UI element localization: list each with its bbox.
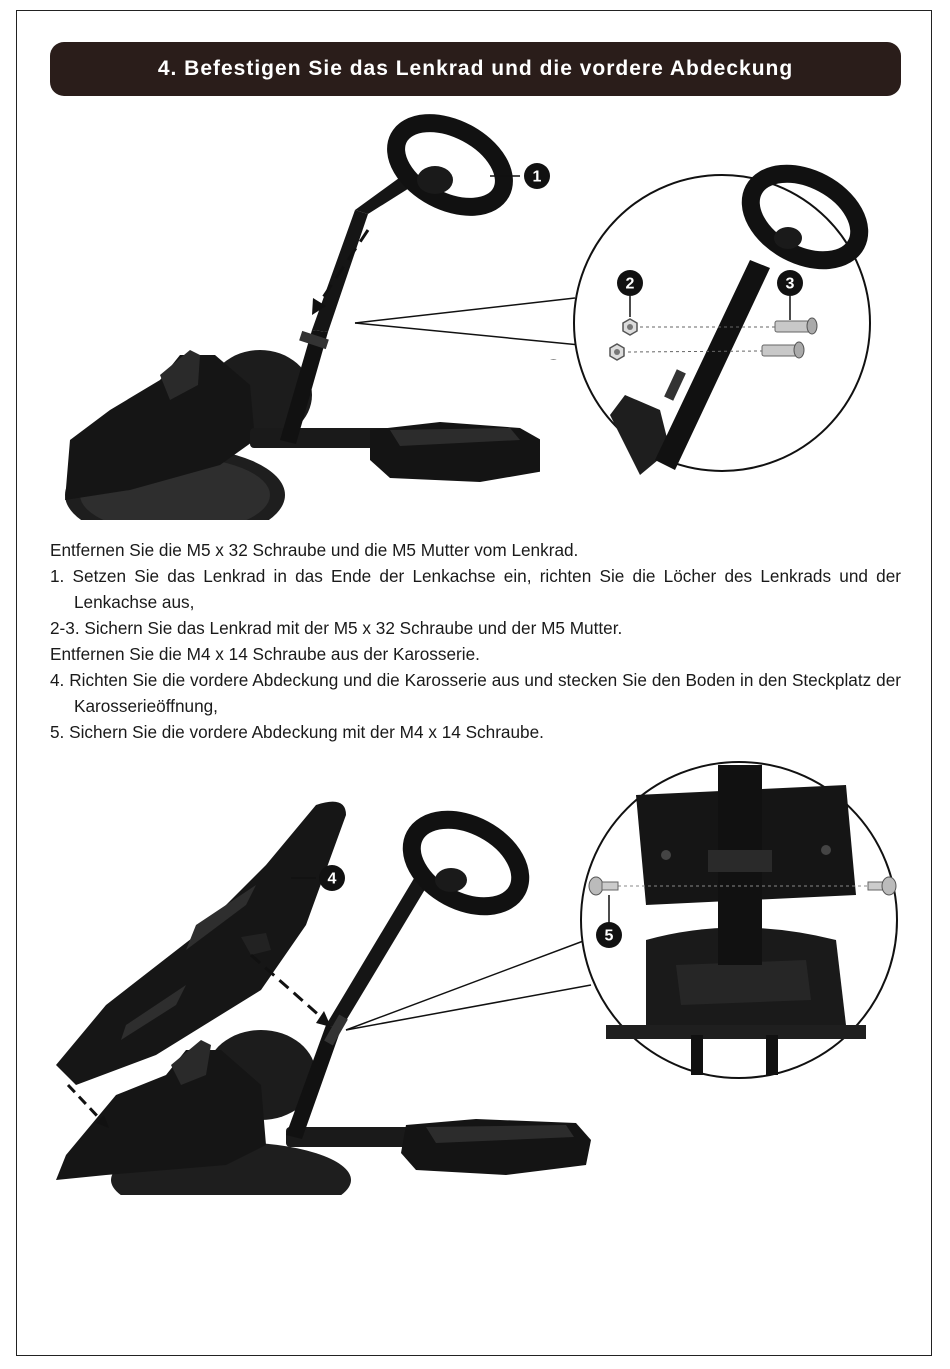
callout-4: 4	[327, 870, 337, 888]
instruction-line: 5. Sichern Sie die vordere Abdeckung mit der M4 x 14 Schraube.	[50, 722, 544, 742]
instruction-line: 4. Richten Sie die vordere Abdeckung und die Karosserie aus und stecken Sie den Boden in den Steckplatz der Karosserieöffnung,	[50, 670, 901, 716]
instruction-line: Entfernen Sie die M5 x 32 Schraube und die M5 Mutter vom Lenkrad.	[50, 540, 579, 560]
callout-5: 5	[604, 927, 614, 945]
instructions-block	[50, 537, 901, 745]
zoom-detail-steering	[574, 156, 874, 475]
callout-1: 1	[532, 168, 542, 186]
steering-column-illustration	[280, 170, 422, 444]
instruction-line: 1. Setzen Sie das Lenkrad in das Ende der Lenkachse ein, richten Sie die Löcher des Lenkrads und der Lenkachse aus,	[50, 566, 901, 612]
callout-2: 2	[625, 275, 635, 293]
kart-body-illustration	[65, 350, 568, 520]
steering-wheel-illustration	[397, 802, 535, 924]
section-title: 4. Befestigen Sie das Lenkrad und die vordere Abdeckung	[157, 57, 794, 80]
figure-front-cover-install	[46, 755, 906, 1195]
instruction-line: 2-3. Sichern Sie das Lenkrad mit der M5 x 32 Schraube und der M5 Mutter.	[50, 618, 623, 638]
section-header	[50, 42, 901, 96]
callout-3: 3	[785, 275, 795, 293]
zoom-detail-front-cover	[581, 762, 897, 1078]
steering-wheel-illustration	[382, 110, 518, 224]
instruction-line: Entfernen Sie die M4 x 14 Schraube aus der Karosserie.	[50, 644, 480, 664]
figure-steering-wheel-install	[50, 110, 901, 520]
